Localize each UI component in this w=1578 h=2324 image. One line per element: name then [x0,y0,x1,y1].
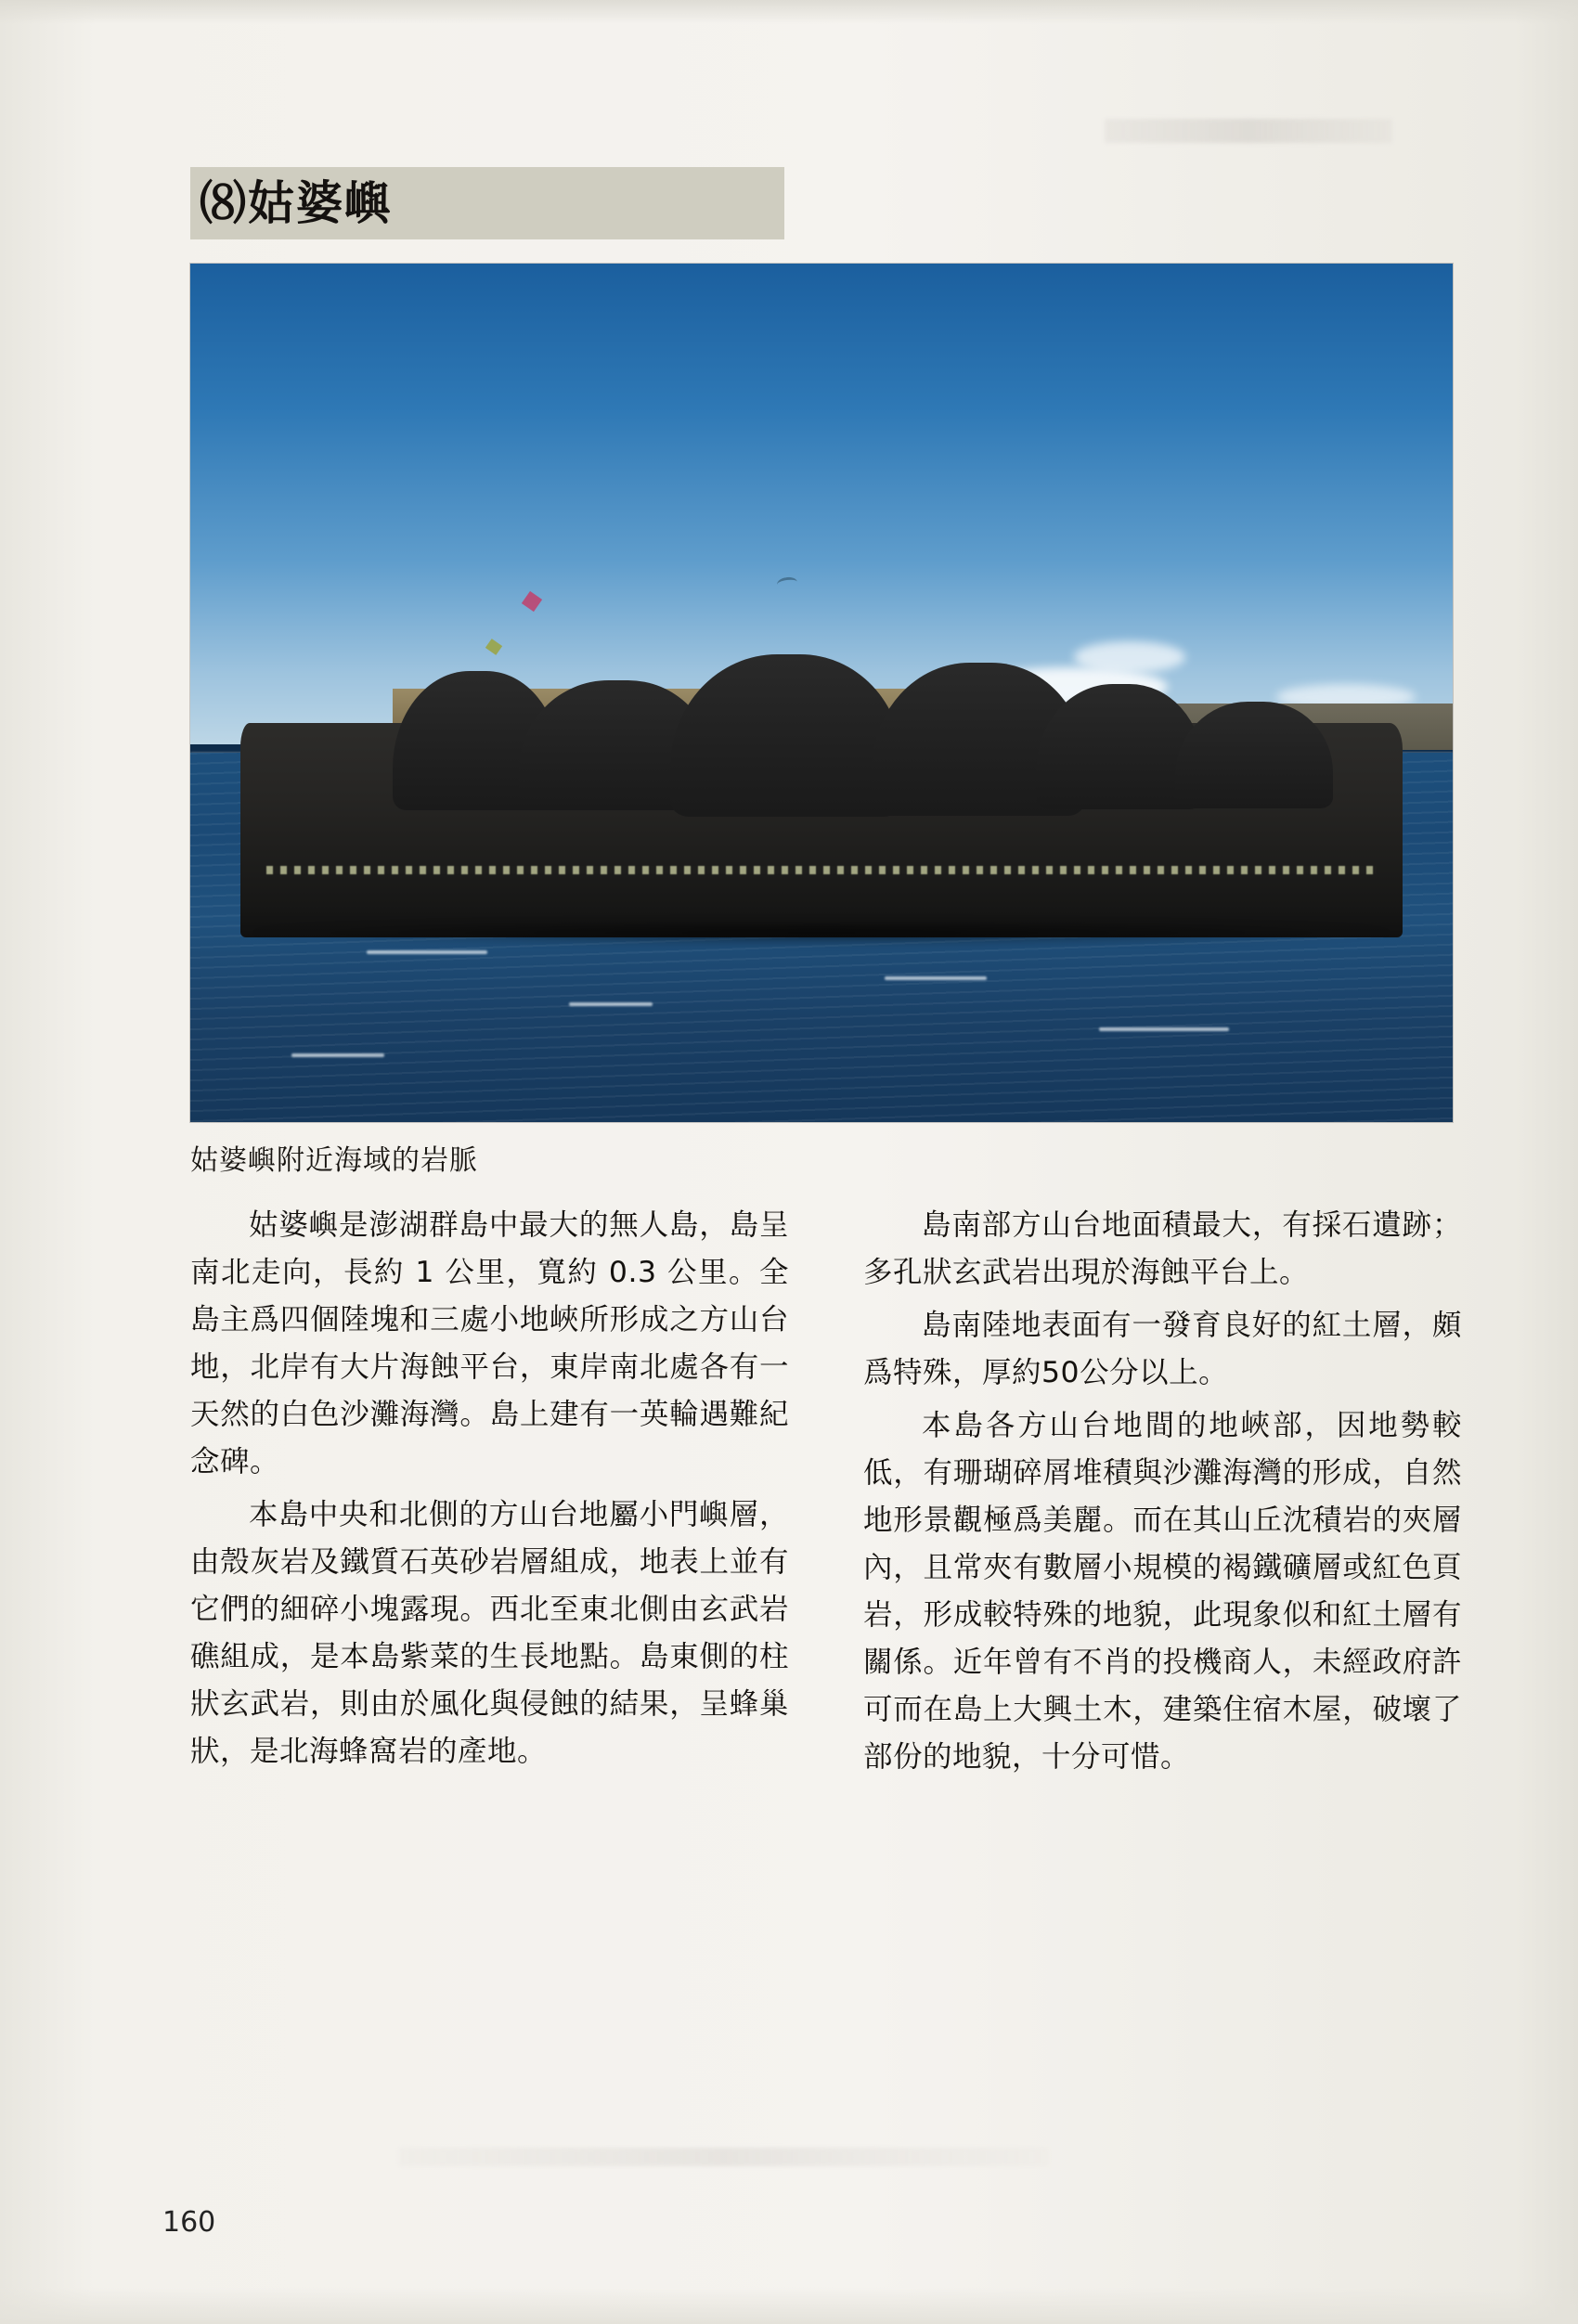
right-column [863,1202,1462,1787]
left-column [190,1202,789,1787]
page-number: 160 [162,2206,216,2239]
paragraph: 姑婆嶼是澎湖群島中最大的無人島，島呈南北走向，長約 1 公里，寬約 0.3 公里。全島主爲四個陸塊和三處小地峽所形成之方山台地，北岸有大片海蝕平台，東岸南北處各有一天然的白色沙灘海灣。島上建有一英輪遇難紀念碑。 [190,1208,789,1479]
photo-whitecap [569,1002,653,1006]
paragraph: 島南部方山台地面積最大，有採石遺跡；多孔狀玄武岩出現於海蝕平台上。 [863,1208,1462,1290]
paragraph: 島南陸地表面有一發育良好的紅土層，頗爲特殊，厚約50公分以上。 [863,1309,1462,1390]
photo-whitecap [291,1053,384,1057]
scan-edge-top [0,0,1578,24]
photo-whitecap [885,976,987,980]
paragraph: 本島各方山台地間的地峽部，因地勢較低，有珊瑚碎屑堆積與沙灘海灣的形成，自然地形景觀極爲美麗。而在其山丘沈積岩的夾層內，且常夾有數層小規模的褐鐵礦層或紅色頁岩，形成較特殊的地貌，此現象似和紅土層有關係。近年曾有不肖的投機商人，未經政府許可而在島上大興土木，建築住宿木屋，破壞了部份的地貌，十分可惜。 [863,1409,1462,1775]
paragraph: 本島中央和北側的方山台地屬小門嶼層，由殼灰岩及鐵質石英砂岩層組成，地表上並有它們的細碎小塊露現。西北至東北側由玄武岩礁組成，是本島紫菜的生長地點。島東側的柱狀玄武岩，則由於風化與侵蝕的結果，呈蜂巢狀，是北海蜂窩岩的產地。 [190,1498,789,1769]
photo-whitecap [1099,1027,1229,1031]
bleed-through-footer [399,2148,1049,2166]
photo-cloud [1074,641,1185,673]
body-columns [190,1202,1462,1787]
photo-whitecap [367,950,487,954]
figure-photo [190,264,1453,1122]
page-content [190,167,1490,1787]
figure-caption: 姑婆嶼附近海域的岩脈 [190,1144,478,1177]
page-title: ⑻姑婆嶼 [200,176,393,230]
photo-rock-guano-band [266,866,1378,874]
scan-edge-bottom [0,2287,1578,2324]
photo-rock-shadow [253,921,1390,945]
bleed-through-header [1105,119,1392,143]
section-heading-bar [190,167,784,239]
